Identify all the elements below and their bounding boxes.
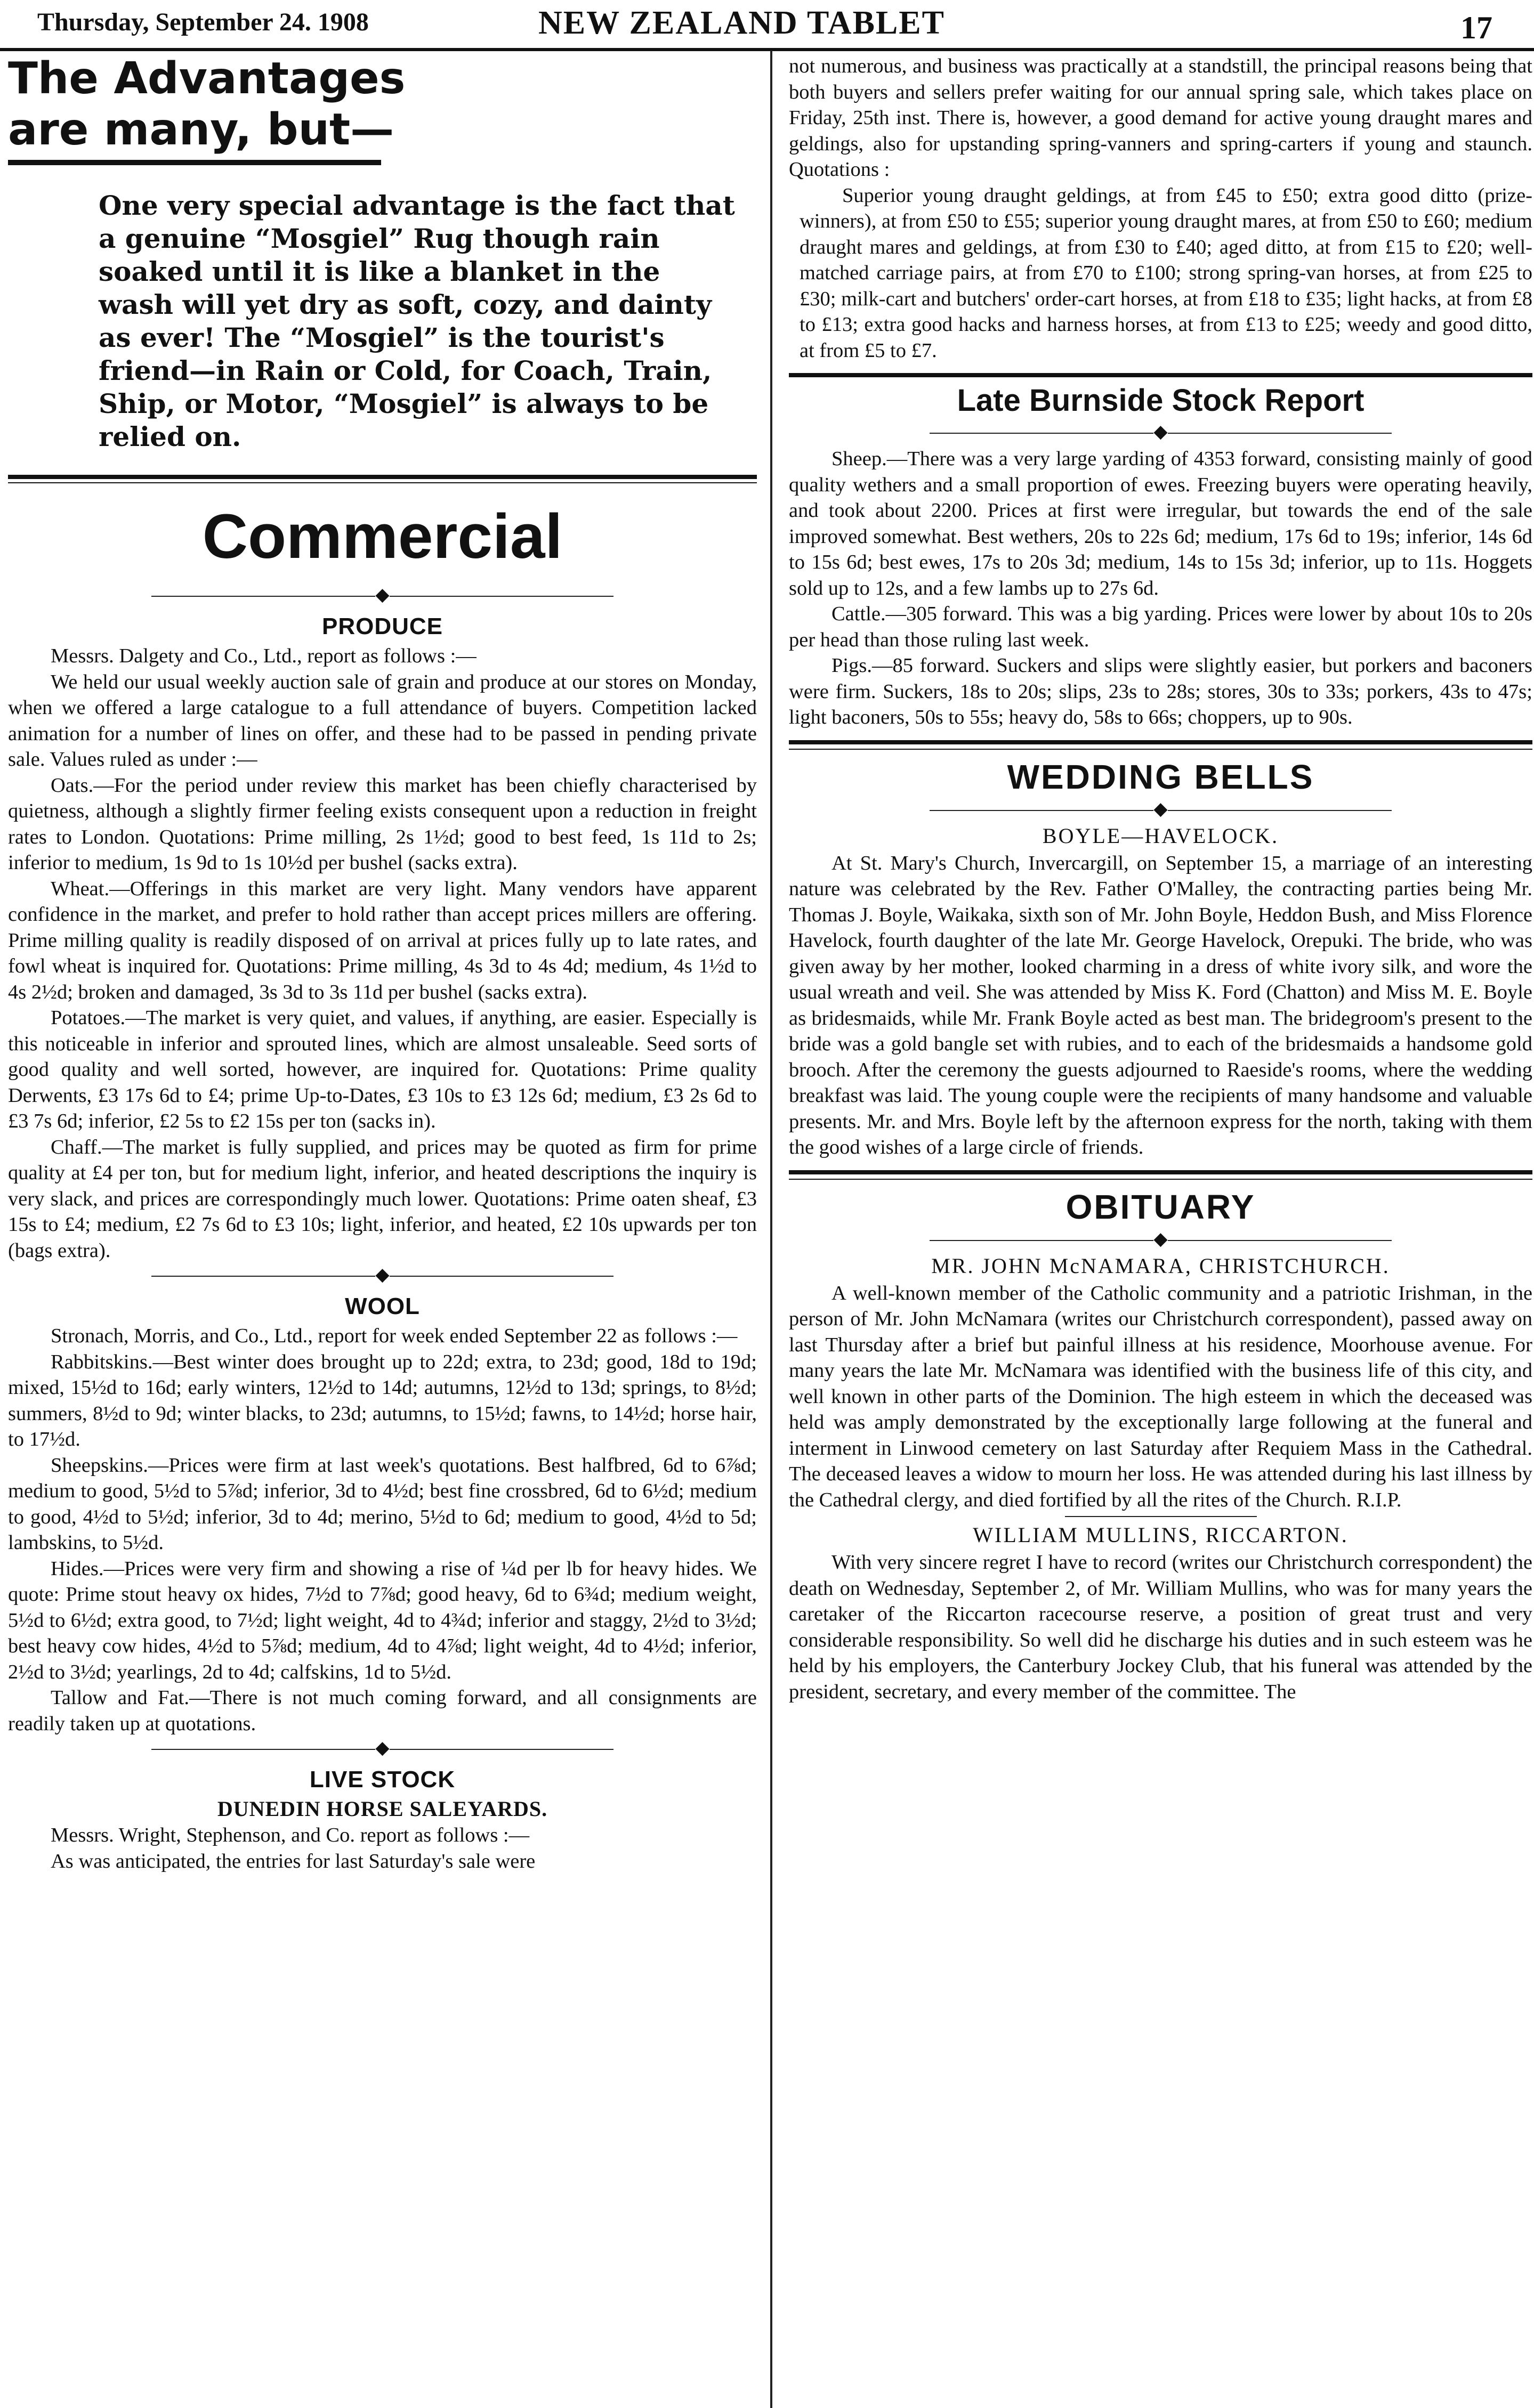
obituary-subheading: MR. JOHN McNAMARA, CHRISTCHURCH. xyxy=(931,1253,1390,1278)
produce-heading: PRODUCE xyxy=(321,613,443,639)
wool-paragraph: Sheepskins.—Prices were firm at last week's quotations. Best halfbred, 6d to 6⅞d; medium to good, 5½d to 5⅞d; inferior, 3d to 4½d; best fine crossbred, 6d to 6½d; medium to good, 4½d to 5½d; inferior, 3d to 4d; merino, 5½d to 6d; medium to good, 4½d to 5d; lambskins, to 5½d. xyxy=(8,1454,757,1554)
obituary-text: A well-known member of the Catholic community and a patriotic Irishman, in the person of Mr. John McNamara (writes our Christchurch correspondent), passed away on last Thursday after a brief but painful illness at his residence, Moorhouse avenue. For many years the late Mr. McNamara was identified with the business life of this city, and well known in other parts of the Dominion. The high esteem in which the deceased was held was amply demonstrated by the exceptionally large following at the funeral and interment in Linwood cemetery on last Saturday after Requiem Mass in the Cathedral. The deceased leaves a widow to mourn her loss. He was attended during his last illness by the Cathedral clergy, and died fortified by all the rites of the Church. R.I.P. xyxy=(789,1282,1532,1511)
page-number: 17 xyxy=(1460,10,1492,45)
issue-date: Thursday, September 24. 1908 xyxy=(37,8,369,36)
ornament-divider: ◆ xyxy=(8,1264,757,1286)
wool-paragraph: Rabbitskins.—Best winter does brought up to 22d; extra, to 23d; good, 18d to 19d; mixed, 15½d to 16d; early winters, 12½d to 14d; autumns, 12½d to 13d; springs, to 8½d; summers, 8½d to 9d; winter blacks, to 23d; autumns, to 15½d; fawns, to 14½d; horse hair, to 17½d. xyxy=(8,1350,757,1450)
ornament-divider: ◆ xyxy=(789,799,1532,820)
livestock-subheading: DUNEDIN HORSE SALEYARDS. xyxy=(217,1797,548,1821)
advert-headline-1: The Advantages xyxy=(8,53,406,104)
left-column xyxy=(8,53,757,1874)
section-rule xyxy=(789,1170,1532,1174)
ornament-divider: ◆ xyxy=(789,1229,1532,1250)
wedding-heading: WEDDING BELLS xyxy=(1007,757,1314,796)
ornament-divider: ◆ xyxy=(789,421,1532,443)
advert-headline-2: are many, but— xyxy=(8,104,394,155)
livestock-heading: LIVE STOCK xyxy=(309,1766,456,1793)
wedding-text: At St. Mary's Church, Invercargill, on September 15, a marriage of an interesting nature was celebrated by the Rev. Father O'Malley, the contracting parties being Mr. Thomas J. Boyle, Waikaka, sixth son of Mr. John Boyle, Heddon Bush, and Miss Florence Havelock, fourth daughter of the late Mr. George Havelock, Orepuki. The bride, who was given away by her mother, looked charming in a dress of white ivory silk, and wore the usual wreath and veil. She was attended by Miss K. Ford (Chatton) and Miss M. E. Boyle as bridesmaids, while Mr. Frank Boyle acted as best man. The bridegroom's present to the bride was a gold bangle set with rubies, and to each of the bridesmaids a handsome gold brooch. After the ceremony the guests adjourned to Raeside's rooms, where the wedding breakfast was laid. The young couple were the recipients of many handsome and valuable presents. Mr. and Mrs. Boyle left by the afternoon express for the north, taking with them the good wishes of a large circle of friends. xyxy=(789,852,1532,1158)
section-rule-thin xyxy=(789,1179,1532,1180)
wool-paragraph: Stronach, Morris, and Co., Ltd., report for week ended September 22 as follows :— xyxy=(51,1325,738,1347)
obituary-heading: OBITUARY xyxy=(1065,1187,1256,1226)
wedding-subheading: BOYLE—HAVELOCK. xyxy=(1042,823,1279,848)
wool-paragraph: Tallow and Fat.—There is not much coming forward, and all consignments are readily taken up at quotations. xyxy=(8,1687,757,1735)
produce-paragraph: Chaff.—The market is fully supplied, and prices may be quoted as firm for prime quality at £4 per ton, but for medium light, inferior, and heated descriptions the inquiry is very slack, and prices are correspondingly much lower. Quotations: Prime oaten sheaf, £3 15s to £4; medium, £2 7s 6d to £3 10s; light, inferior, and heated, £2 10s upwards per ton (bags extra). xyxy=(8,1136,757,1262)
burnside-paragraph: Cattle.—305 forward. This was a big yarding. Prices were lower by about 10s to 20s per head than those ruling last week. xyxy=(789,603,1532,651)
advert-underline xyxy=(8,160,381,165)
column-divider xyxy=(770,51,772,2408)
burnside-heading: Late Burnside Stock Report xyxy=(957,383,1365,418)
advert-rule-thin xyxy=(8,482,757,483)
short-rule xyxy=(1065,1516,1257,1517)
commercial-title: Commercial xyxy=(202,501,563,572)
produce-paragraph: Oats.—For the period under review this market has been chiefly characterised by quietness, although a slightly firmer feeling exists consequent upon a reduction in freight rates to London. Quotations: Prime milling, 2s 1½d; good to best feed, 1s 11d to 2s; inferior to medium, 1s 9d to 1s 10½d per bushel (sacks extra). xyxy=(8,774,757,874)
section-rule-thin xyxy=(789,749,1532,750)
obituary-text: With very sincere regret I have to record (writes our Christchurch correspondent) the death on Wednesday, September 2, of Mr. William Mullins, who was for many years the caretaker of the Riccarton racecourse reserve, a position of great trust and very considerable responsibility. So well did he discharge his duties and in such esteem was he held by his employers, the Canterbury Jockey Club, that his funeral was attended by the president, secretary, and every member of the committee. The xyxy=(789,1551,1532,1703)
header-rule xyxy=(0,48,1534,51)
produce-paragraph: Messrs. Dalgety and Co., Ltd., report as follows :— xyxy=(51,645,477,667)
right-column xyxy=(789,53,1532,1705)
masthead-title: NEW ZEALAND TABLET xyxy=(538,5,945,41)
produce-paragraph: Potatoes.—The market is very quiet, and values, if anything, are easier. Especially is this noticeable in inferior and sprouted lines, which are almost unsaleable. Seed sorts of good quality and well sorted, however, are inquired for. Quotations: Prime quality Derwents, £3 17s 6d to £4; prime Up-to-Dates, £3 10s to £3 12s 6d; medium, £3 2s 6d to £3 7s 6d; inferior, £2 5s to £2 15s per ton (sacks in). xyxy=(8,1007,757,1132)
wool-paragraph: Hides.—Prices were very firm and showing a rise of ¼d per lb for heavy hides. We quote: Prime stout heavy ox hides, 7½d to 7⅞d; good heavy, 6d to 6¾d; medium weight, 5½d to 6½d; extra good, to 7½d; light weight, 4d to 4¾d; inferior and staggy, 2½d to 3½d; best heavy cow hides, 4½d to 5⅞d; medium, 4d to 4⅞d; light weight, 4d to 4½d; inferior, 2½d to 3½d; yearlings, 2d to 4d; calfskins, 1d to 5½d. xyxy=(8,1557,757,1683)
page-header xyxy=(0,0,1534,51)
mosgiel-advert xyxy=(8,53,757,483)
ornament-divider: ◆ xyxy=(8,1738,757,1759)
produce-paragraph: We held our usual weekly auction sale of grain and produce at our stores on Monday, when we offered a large catalogue to a full attendance of buyers. Competition lacked animation for a number of lines on offer, and these had to be passed in pending private sale. Values ruled as under :— xyxy=(8,670,757,771)
produce-paragraph: Wheat.—Offerings in this market are very light. Many vendors have apparent confidence in the market, and prefer to hold rather than accept prices millers are offering. Prime milling quality is readily disposed of on arrival at prices fully up to late rates, and fowl wheat is inquired for. Quotations: Prime milling, 4s 3d to 4s 4d; medium, 4s 1½d to 4s 2½d; broken and damaged, 3s 3d to 3s 11d per bushel (sacks extra). xyxy=(8,877,757,1003)
horse-quotations: Superior young draught geldings, at from £45 to £50; extra good ditto (prize-winners), at from £50 to £55; superior young draught mares, at from £50 to £60; medium draught mares and geldings, at from £30 to £40; aged ditto, at from £15 to £20; well-matched carriage pairs, at from £70 to £100; strong spring-van horses, at from £25 to £30; milk-cart and butchers' order-cart horses, at from £18 to £35; light hacks, at from £8 to £13; extra good hacks and harness horses, at from £13 to £25; weedy and good ditto, at from £5 to £7. xyxy=(800,184,1532,362)
section-rule xyxy=(789,373,1532,377)
advert-body: One very special advantage is the fact that a genuine “Mosgiel” Rug though rain soaked until it is like a blanket in the wash will yet dry as soft, cozy, and dainty as ever! The “Mosgiel” is the tourist's friend—in Rain or Cold, for Coach, Train, Ship, or Motor, “Mosgiel” is always to be relied on. xyxy=(99,190,735,452)
livestock-paragraph: Messrs. Wright, Stephenson, and Co. report as follows :— xyxy=(51,1824,530,1846)
burnside-paragraph: Pigs.—85 forward. Suckers and slips were slightly easier, but porkers and baconers were firm. Suckers, 18s to 20s; slips, 23s to 28s; stores, 30s to 33s; porkers, 43s to 47s; light baconers, 50s to 55s; heavy do, 58s to 66s; choppers, up to 90s. xyxy=(789,654,1532,728)
livestock-paragraph: As was anticipated, the entries for last Saturday's sale were xyxy=(51,1850,536,1872)
advert-rule-heavy xyxy=(8,475,757,479)
section-rule xyxy=(789,740,1532,744)
ornament-divider: ◆ xyxy=(8,585,757,606)
horse-sale-continued: not numerous, and business was practically at a standstill, the principal reasons being that both buyers and sellers prefer waiting for our annual spring sale, which takes place on Friday, 25th inst. There is, however, a good demand for active young draught mares and geldings, also for upstanding spring-vanners and spring-carters if young and staunch. Quotations : xyxy=(789,55,1532,181)
burnside-paragraph: Sheep.—There was a very large yarding of 4353 forward, consisting mainly of good quality wethers and a small proportion of ewes. Freezing buyers were operating heavily, and took about 2200. Prices at first were irregular, but towards the end of the sale improved somewhat. Best wethers, 20s to 22s 6d; medium, 17s 6d to 19s; inferior, 14s 6d to 15s 6d; best ewes, 17s to 20s 3d; medium, 14s to 15s 3d; inferior, up to 11s. Hoggets sold up to 12s, and a few lambs up to 27s 6d. xyxy=(789,448,1532,599)
obituary-subheading: WILLIAM MULLINS, RICCARTON. xyxy=(973,1523,1349,1547)
wool-heading: WOOL xyxy=(345,1293,420,1319)
